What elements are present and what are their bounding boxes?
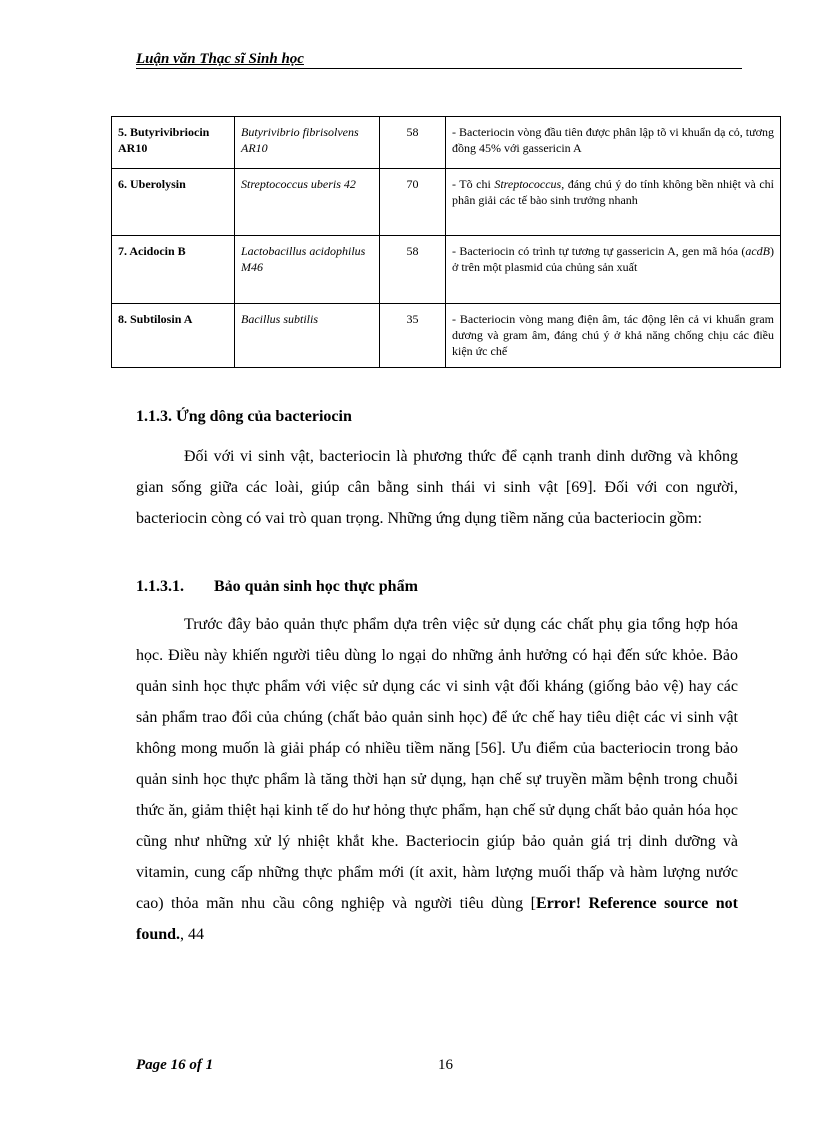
- desc-genus: Streptococcus: [494, 177, 562, 191]
- subsection-heading: [136, 578, 418, 596]
- row-description: [446, 169, 781, 236]
- row-source: Bacillus subtilis: [235, 304, 380, 368]
- paragraph-preservation: [136, 609, 738, 950]
- desc-gene: acdB: [745, 244, 770, 258]
- subsection-title: Bảo quản sinh học thực phẩm: [214, 578, 418, 595]
- row-number: 70: [380, 169, 446, 236]
- table-row: [112, 169, 781, 236]
- reference-error: Error! Reference source not found.: [136, 895, 739, 943]
- paragraph-tail: , 44: [180, 926, 205, 943]
- header-title: Luận văn Thạc sĩ Sinh học: [136, 51, 304, 67]
- desc-suffix: , đáng chú ý do tính không bền nhiệt và chỉ phân giải các tế bào sinh trưởng nhanh: [452, 177, 774, 207]
- row-name: 8. Subtilosin A: [112, 304, 235, 368]
- table-row: [112, 236, 781, 304]
- paragraph-intro: Đối với vi sinh vật, bacteriocin là phương thức để cạnh tranh dinh dưỡng và không gian sống giữa các loài, giúp cân bằng sinh thái vi sinh vật [69]. Đối với con người, bacteriocin còng có vai trò quan trọng. Những ứng dụng tiềm năng của bacteriocin gồm:: [136, 448, 738, 527]
- row-name: 7. Acidocin B: [112, 236, 235, 304]
- row-source: Butyrivibrio fibrisolvens AR10: [235, 117, 380, 169]
- page-header: [136, 50, 742, 69]
- section-heading: 1.1.3. Ứng dông của bacteriocin: [136, 408, 352, 425]
- row-number: 58: [380, 117, 446, 169]
- footer-page-number: 16: [438, 1057, 453, 1073]
- paragraph-body: Trước đây bảo quản thực phẩm dựa trên việc sử dụng các chất phụ gia tổng hợp hóa học. Điều này khiến người tiêu dùng lo ngại do những ảnh hưởng có hại đến sức khỏe. Bảo quản sinh học thực phẩm với việc sử dụng các vi sinh vật đối kháng (giống bảo vệ) hay các sản phẩm trao đổi của chúng (chất bảo quản sinh học) để ức chế hay tiêu diệt các vi sinh vật không mong muốn là giải pháp có nhiều tiềm năng [56]. Ưu điểm của bacteriocin trong bảo quản sinh học thực phẩm là tăng thời hạn sử dụng, hạn chế sự truyền mầm bệnh trong chuỗi thức ăn, giảm thiệt hại kinh tế do hư hỏng thực phẩm, hạn chế sử dụng chất bảo quản hóa học cũng như những xử lý nhiệt khắt khe. Bacteriocin giúp bảo quản giá trị dinh dưỡng và vitamin, cung cấp những thực phẩm mới (ít axit, hàm lượng muối thấp và hàm lượng nước cao) thỏa mãn nhu cầu công nghiệp và người tiêu dùng [: [136, 616, 738, 912]
- desc-prefix: - Bacteriocin có trình tự tương tự gassericin A, gen mã hóa (: [452, 244, 746, 258]
- row-description: - Bacteriocin vòng đầu tiên được phân lập tõ vi khuẩn dạ cỏ, tương đồng 45% với gassericin A: [446, 117, 781, 169]
- row-number: 58: [380, 236, 446, 304]
- row-name: 5. Butyrivibriocin AR10: [112, 117, 235, 169]
- row-description: - Bacteriocin vòng mang điện âm, tác động lên cả vi khuẩn gram dương và gram âm, đáng chú ý ở khả năng chống chịu các điều kiện ức chế: [446, 304, 781, 368]
- row-description: [446, 236, 781, 304]
- row-name: 6. Uberolysin: [112, 169, 235, 236]
- table-row: [112, 304, 781, 368]
- table-row: [112, 117, 781, 169]
- row-source: Lactobacillus acidophilus M46: [235, 236, 380, 304]
- desc-prefix: - Tõ chi: [452, 177, 495, 191]
- bacteriocin-table: [111, 116, 781, 368]
- footer-page-label: Page 16 of 1: [136, 1057, 214, 1073]
- subsection-number: 1.1.3.1.: [136, 578, 184, 595]
- row-source: Streptococcus uberis 42: [235, 169, 380, 236]
- row-number: 35: [380, 304, 446, 368]
- desc-suffix: ) ở trên một plasmid của chủng sản xuất: [452, 244, 774, 274]
